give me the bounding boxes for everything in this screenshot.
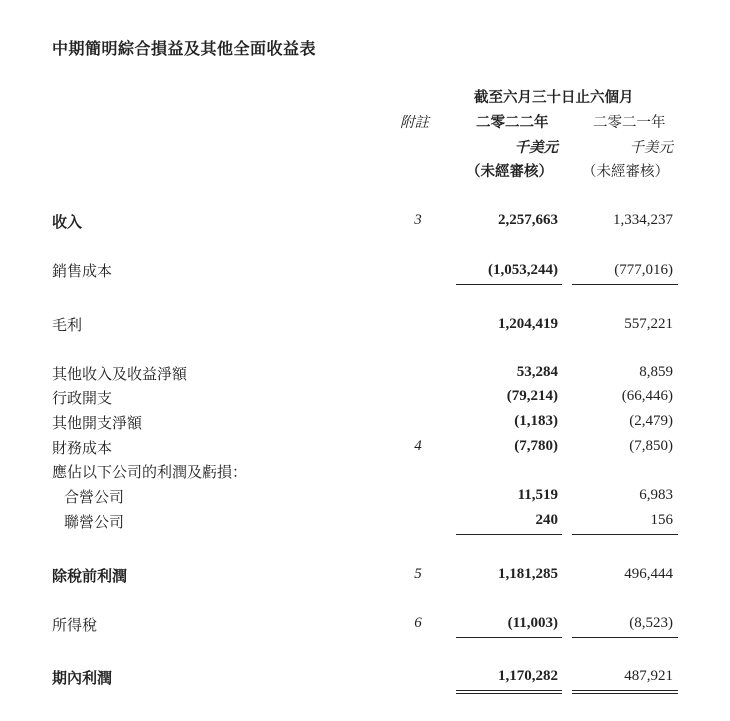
row-label-associates: 聯營公司 bbox=[64, 513, 125, 531]
total-double-rule bbox=[456, 690, 562, 691]
row-label-income-tax: 所得稅 bbox=[52, 616, 98, 634]
statement-title: 中期簡明綜合損益及其他全面收益表 bbox=[52, 39, 317, 58]
col1-unit: 千美元 bbox=[514, 139, 558, 156]
row-note: 5 bbox=[414, 566, 422, 582]
row-label-profit-before-tax: 除稅前利潤 bbox=[52, 567, 128, 585]
total-double-rule bbox=[572, 693, 678, 694]
col2-audit: （未經審核） bbox=[582, 164, 669, 180]
row-value-2021: 6,983 bbox=[639, 487, 673, 503]
subtotal-rule bbox=[572, 534, 678, 535]
period-header: 截至六月三十日止六個月 bbox=[474, 89, 634, 106]
row-value-2022: (1,053,244) bbox=[488, 262, 558, 278]
row-label-revenue: 收入 bbox=[52, 213, 83, 231]
row-value-2021: (2,479) bbox=[629, 413, 673, 429]
row-value-2021: (7,850) bbox=[629, 438, 673, 454]
row-value-2022: 11,519 bbox=[517, 487, 558, 503]
row-value-2022: 1,181,285 bbox=[498, 566, 558, 582]
col1-audit: （未經審核） bbox=[466, 163, 553, 180]
col2-year: 二零二一年 bbox=[593, 115, 666, 131]
row-note: 6 bbox=[414, 615, 422, 631]
row-value-2022: (79,214) bbox=[506, 388, 558, 404]
row-value-2021: (8,523) bbox=[629, 615, 673, 631]
row-value-2022: 240 bbox=[535, 512, 558, 528]
subtotal-rule bbox=[572, 284, 678, 285]
row-value-2021: 156 bbox=[650, 512, 673, 528]
row-label-gross-profit: 毛利 bbox=[52, 316, 83, 334]
row-value-2022: 1,204,419 bbox=[498, 316, 558, 332]
row-value-2022: (7,780) bbox=[514, 438, 558, 454]
row-label-share-of-profits: 應佔以下公司的利潤及虧損： bbox=[52, 463, 248, 481]
row-value-2021: 557,221 bbox=[624, 316, 673, 332]
subtotal-rule bbox=[572, 637, 678, 638]
subtotal-rule bbox=[456, 284, 562, 285]
row-value-2021: (66,446) bbox=[621, 388, 673, 404]
col2-unit: 千美元 bbox=[629, 140, 673, 156]
row-value-2022: (1,183) bbox=[514, 413, 558, 429]
row-value-2022: 2,257,663 bbox=[498, 212, 558, 228]
row-value-2021: 1,334,237 bbox=[613, 212, 673, 228]
row-label-other-expenses: 其他開支淨額 bbox=[52, 414, 143, 432]
row-value-2022: 1,170,282 bbox=[498, 668, 558, 684]
row-note: 3 bbox=[414, 212, 422, 228]
row-value-2022: 53,284 bbox=[516, 364, 558, 380]
row-value-2021: (777,016) bbox=[614, 262, 673, 278]
subtotal-rule bbox=[456, 637, 562, 638]
total-double-rule bbox=[572, 690, 678, 691]
row-value-2021: 487,921 bbox=[624, 668, 673, 684]
row-value-2021: 496,444 bbox=[624, 566, 673, 582]
row-note: 4 bbox=[414, 438, 422, 454]
total-double-rule bbox=[456, 693, 562, 694]
row-label-profit-for-period: 期內利潤 bbox=[52, 669, 113, 687]
row-label-finance-costs: 財務成本 bbox=[52, 439, 113, 457]
col1-year: 二零二二年 bbox=[476, 114, 549, 131]
note-column-header: 附註 bbox=[400, 115, 429, 131]
row-label-joint-ventures: 合營公司 bbox=[64, 488, 125, 506]
row-label-admin-expenses: 行政開支 bbox=[52, 389, 113, 407]
row-label-other-income: 其他收入及收益淨額 bbox=[52, 365, 188, 383]
row-value-2022: (11,003) bbox=[507, 615, 558, 631]
row-label-cost-of-sales: 銷售成本 bbox=[52, 262, 113, 280]
row-value-2021: 8,859 bbox=[639, 364, 673, 380]
subtotal-rule bbox=[456, 534, 562, 535]
